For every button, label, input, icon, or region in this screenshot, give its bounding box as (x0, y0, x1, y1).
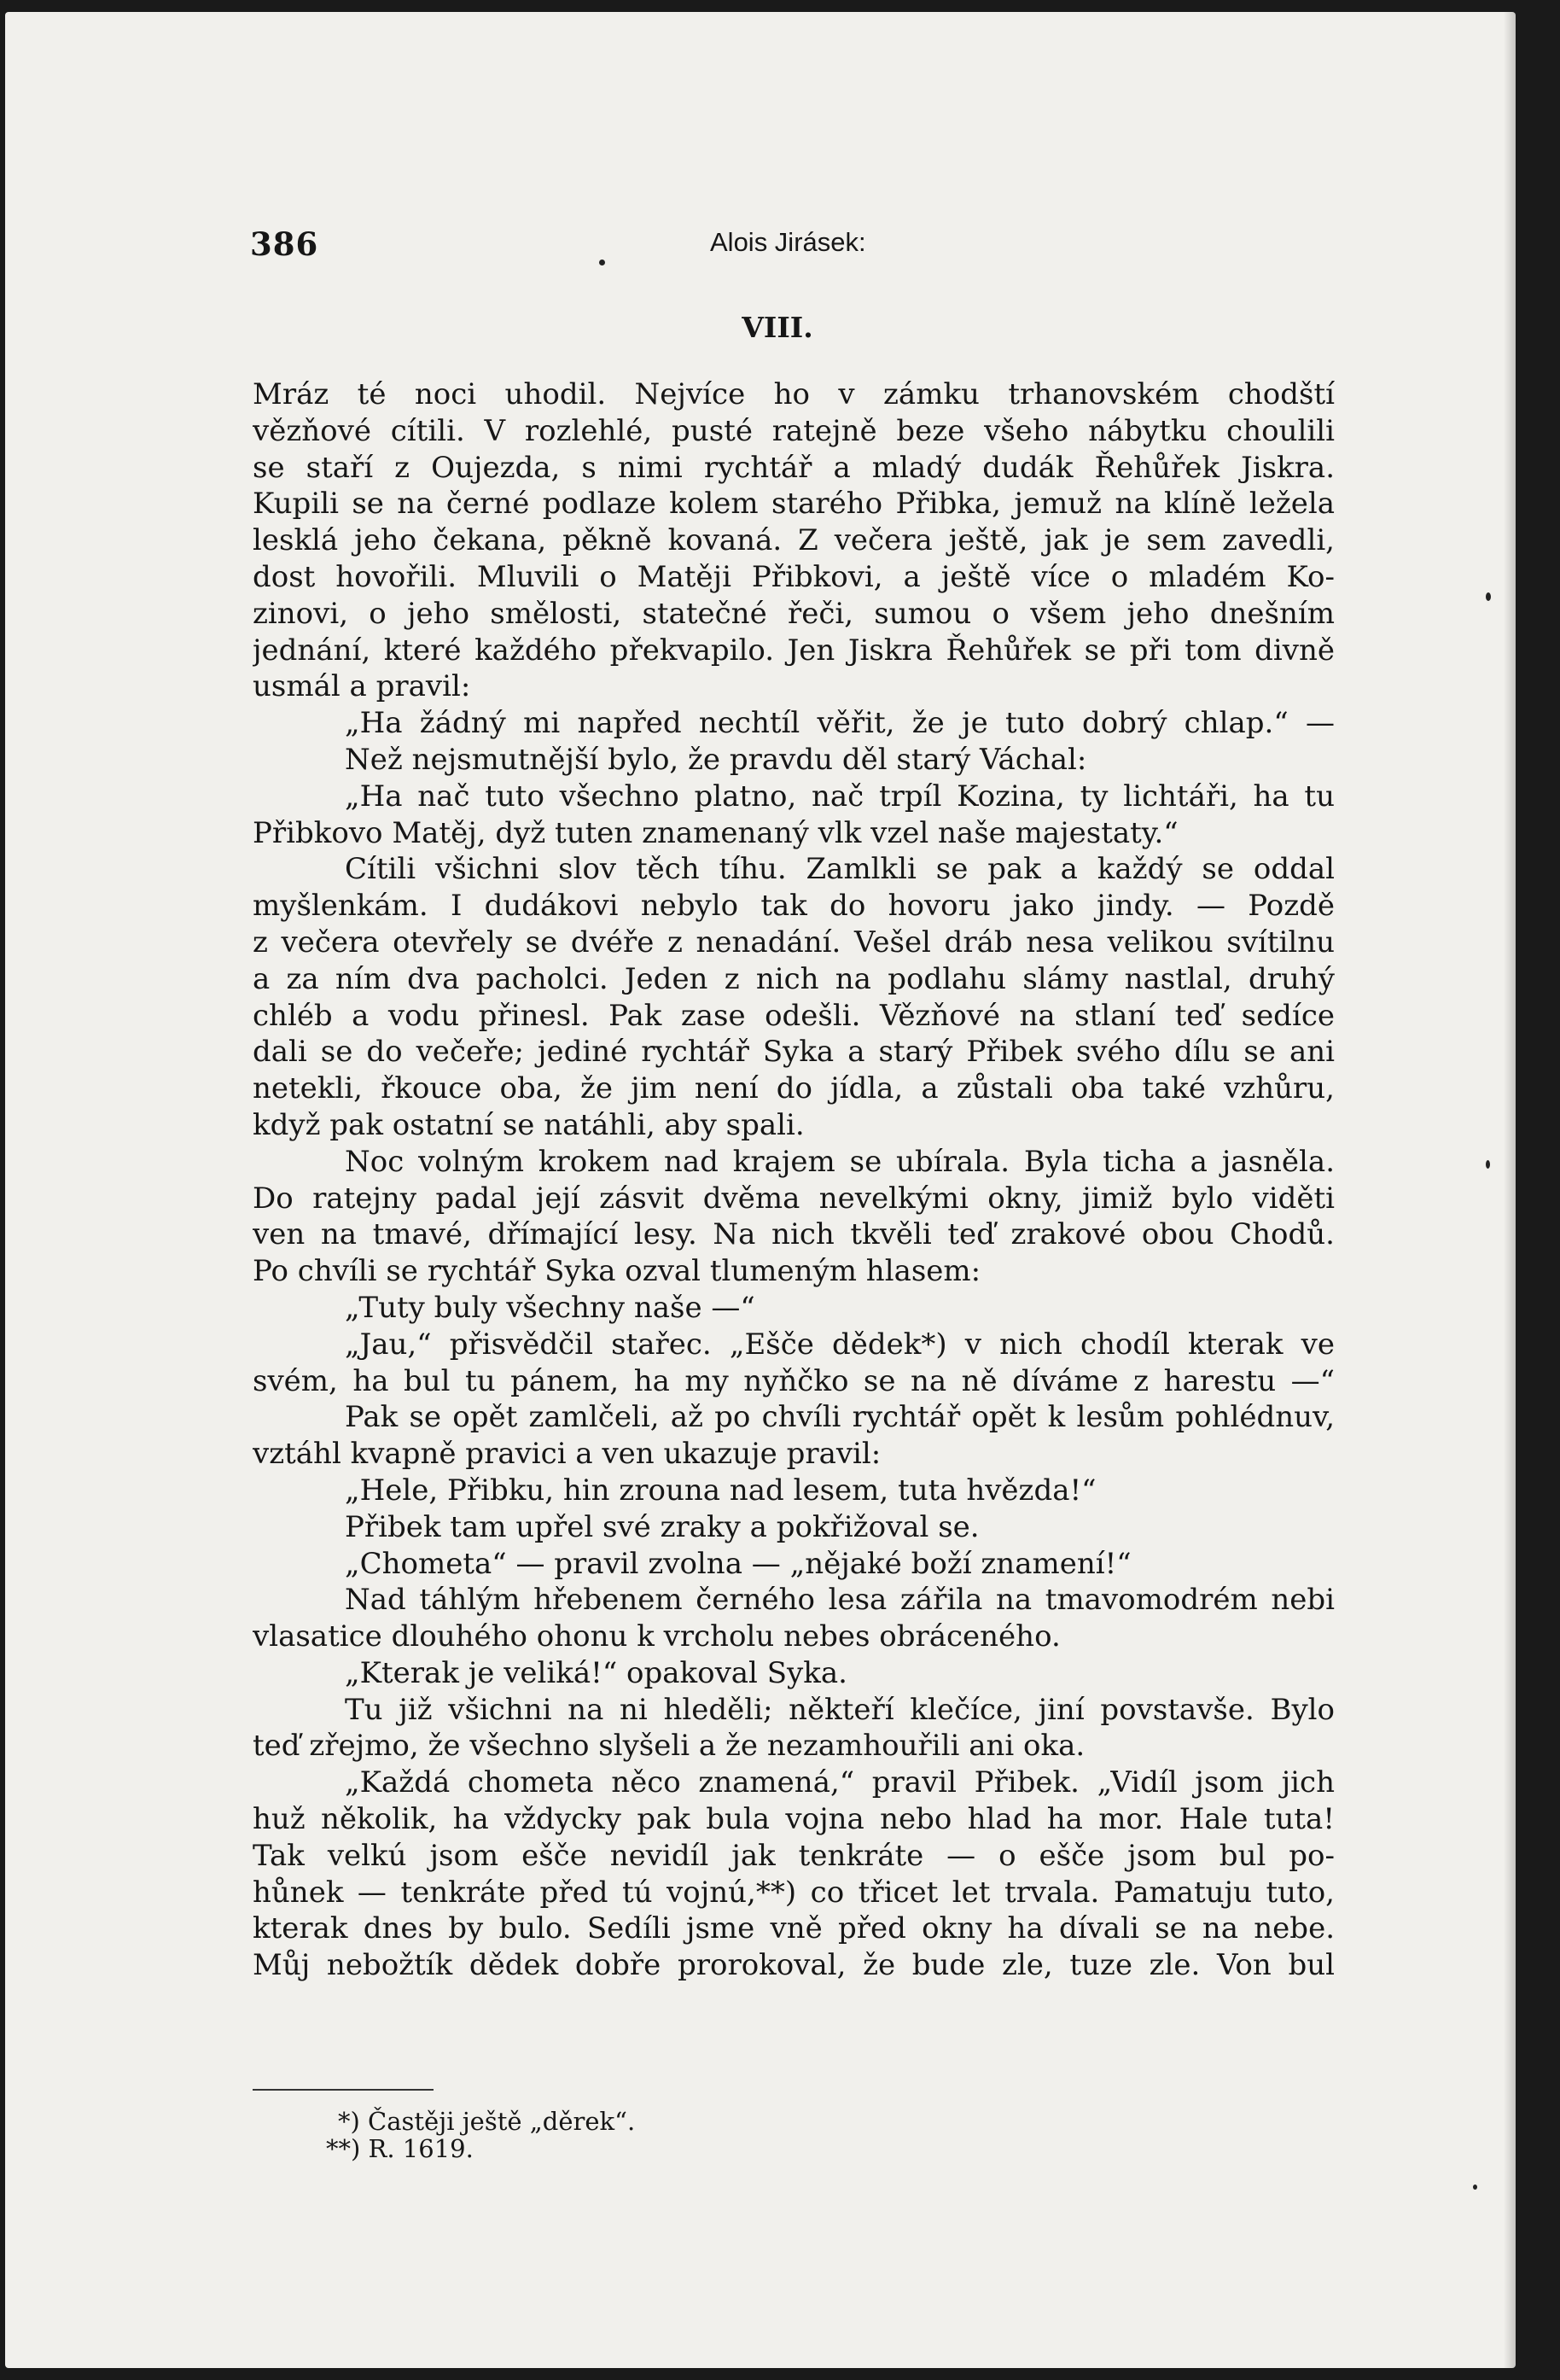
text-line: Nad táhlým hřebenem černého lesa zářila na tmavomodrém nebi (345, 1583, 1335, 1618)
footnote: *) Častěji ještě „děrek“. (338, 2107, 636, 2136)
text-line: z večera otevřely se dvéře z nenadání. Vešel dráb nesa velikou svítilnu (253, 925, 1335, 960)
text-line: Mráz té noci uhodil. Nejvíce ho v zámku trhanovském chodští (253, 377, 1335, 411)
text-line: Přibkovo Matěj, dyž tuten znamenaný vlk vzel naše majestaty.“ (253, 815, 1179, 850)
text-line: dali se do večeře; jediné rychtář Syka a starý Přibek svého dílu se ani (253, 1035, 1335, 1070)
body-text (253, 376, 1335, 1984)
text-line: Do ratejny padal její zásvit dvěma nevelkými okny, jimiž bylo viděti (253, 1181, 1335, 1216)
text-line: Můj nebožtík dědek dobře prorokoval, že bude zle, tuze zle. Von bul (253, 1948, 1335, 1983)
text-line: Pak se opět zamlčeli, až po chvíli rychtář opět k lesům pohlédnuv, (345, 1400, 1335, 1435)
page-sheet (5, 12, 1516, 2368)
print-speck (1473, 2185, 1477, 2190)
text-line: a za ním dva pacholci. Jeden z nich na podlahu slámy nastlal, druhý (253, 961, 1335, 996)
text-line: lesklá jeho čekana, pěkně kovaná. Z večera ještě, jak je sem zavedli, (253, 523, 1335, 558)
text-line: Přibek tam upřel své zraky a pokřižoval se. (345, 1509, 980, 1544)
text-line: vězňové cítili. V rozlehlé, pusté ratejně beze všeho nábytku choulili (253, 413, 1335, 448)
running-head: Alois Jirásek: (710, 227, 866, 257)
text-line: Po chvíli se rychtář Syka ozval tlumeným hlasem: (253, 1254, 981, 1289)
text-line: vlasatice dlouhého ohonu k vrcholu nebes obráceného. (253, 1619, 1061, 1654)
text-line: dost hovořili. Mluvili o Matěji Přibkovi, a ještě více o mladém Ko- (253, 559, 1335, 594)
text-line: jednání, které každého překvapilo. Jen Jiskra Řehůřek se při tom divně (253, 633, 1335, 668)
text-line: zinovi, o jeho smělosti, statečné řeči, sumou o všem jeho dnešním (253, 596, 1335, 631)
text-line: Než nejsmutnější bylo, že pravdu děl starý Váchal: (345, 742, 1087, 777)
chapter-heading: VIII. (742, 311, 813, 344)
text-line: Cítili všichni slov těch tíhu. Zamlkli se pak a každý se oddal (345, 852, 1335, 887)
text-line: netekli, řkouce oba, že jim není do jídla, a zůstali oba také vzhůru, (253, 1071, 1335, 1106)
text-line: hůnek — tenkráte před tú vojnú,**) co třicet let trvala. Pamatuju tuto, (253, 1875, 1335, 1910)
text-line: Tak velkú jsom ešče nevidíl jak tenkráte — o ešče jsom bul po- (253, 1838, 1335, 1873)
text-line: Tu již všichni na ni hleděli; někteří klečíce, jiní povstavše. Bylo (345, 1692, 1335, 1727)
text-line: usmál a pravil: (253, 669, 471, 704)
text-line: teď zřejmo, že všechno slyšeli a že nezamhouřili ani oka. (253, 1729, 1086, 1764)
text-line: když pak ostatní se natáhli, aby spali. (253, 1107, 805, 1142)
text-line: Noc volným krokem nad krajem se ubírala. Byla ticha a jasněla. (345, 1144, 1335, 1179)
text-line: „Každá chometa něco znamená,“ pravil Přibek. „Vidíl jsom jich (345, 1765, 1335, 1800)
text-line: vztáhl kvapně pravici a ven ukazuje pravil: (253, 1437, 882, 1472)
print-speck (599, 260, 605, 265)
text-line: svém, ha bul tu pánem, ha my nyňčko se na ně díváme z harestu —“ (253, 1363, 1335, 1398)
page-number: 386 (250, 225, 319, 263)
text-line: kterak dnes by bulo. Sedíli jsme vně před okny ha dívali se na nebe. (253, 1911, 1335, 1946)
text-line: huž několik, ha vždycky pak bula vojna nebo hlad ha mor. Hale tuta! (253, 1802, 1335, 1837)
footnote-rule (253, 2089, 434, 2091)
text-line: „Kterak je veliká!“ opakoval Syka. (345, 1655, 847, 1690)
page-edge-shadow (1504, 12, 1516, 2368)
text-line: „Chometa“ — pravil zvolna — „nějaké boží znamení!“ (345, 1546, 1132, 1581)
text-line: myšlenkám. I dudákovi nebylo tak do hovoru jako jindy. — Pozdě (253, 889, 1335, 924)
text-line: ven na tmavé, dřímající lesy. Na nich tkvěli teď zrakové obou Chodů. (253, 1217, 1335, 1252)
text-line: chléb a vodu přinesl. Pak zase odešli. Vězňové na stlaní teď sedíce (253, 998, 1335, 1033)
text-line: „Ha nač tuto všechno platno, nač trpíl Kozina, ty lichtáři, ha tu (345, 779, 1335, 814)
print-speck (1486, 1160, 1490, 1169)
text-line: „Ha žádný mi napřed nechtíl věřit, že je tuto dobrý chlap.“ — (345, 706, 1335, 741)
footnotes (326, 2107, 636, 2163)
footnote: **) R. 1619. (326, 2134, 474, 2163)
text-line: se staří z Oujezda, s nimi rychtář a mladý dudák Řehůřek Jiskra. (253, 450, 1335, 485)
text-line: „Jau,“ přisvědčil stařec. „Ešče dědek*) v nich chodíl kterak ve (345, 1327, 1335, 1362)
page-header (5, 225, 1516, 268)
text-line: Kupili se na černé podlaze kolem starého Přibka, jemuž na klíně ležela (253, 487, 1335, 522)
text-line: „Hele, Přibku, hin zrouna nad lesem, tuta hvězda!“ (345, 1473, 1097, 1508)
text-line: „Tuty buly všechny naše —“ (345, 1290, 755, 1325)
print-speck (1486, 592, 1491, 601)
